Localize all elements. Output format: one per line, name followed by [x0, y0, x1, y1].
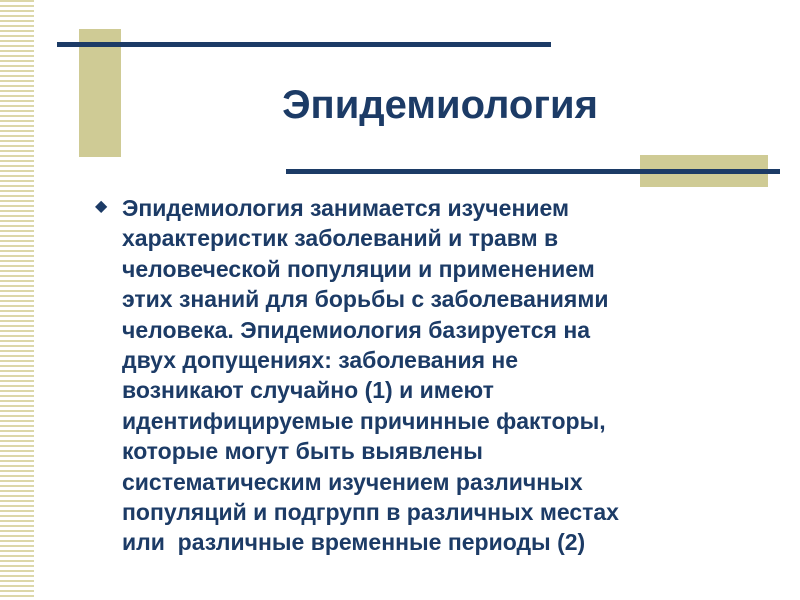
body-line: которые могут быть выявлены — [122, 438, 483, 465]
decorative-line-bottom — [286, 169, 780, 174]
body-line: популяций и подгрупп в различных местах — [122, 499, 619, 526]
body-line: Эпидемиология занимается изучением — [122, 195, 569, 221]
left-stripe-pattern — [0, 0, 34, 600]
diamond-bullet-icon: ◆ — [95, 198, 108, 215]
body-line: возникают случайно (1) и имеют — [122, 377, 494, 404]
body-line: систематическим изучением различных — [122, 468, 583, 495]
slide-title: Эпидемиология — [282, 83, 598, 127]
body-line: двух допущениях: заболевания не — [122, 347, 519, 374]
body-line: характеристик заболеваний и травм в — [122, 225, 559, 252]
decorative-block-left — [79, 29, 121, 157]
slide-body — [95, 193, 785, 583]
body-line: или различные временные периоды (2) — [122, 529, 586, 556]
decorative-line-top — [57, 42, 551, 47]
body-line: идентифицируемые причинные факторы, — [122, 407, 606, 434]
body-line: человеческой популяции и применением — [122, 255, 595, 282]
body-line: этих знаний для борьбы с заболеваниями — [122, 286, 609, 313]
body-paragraph — [122, 193, 782, 558]
body-line: человека. Эпидемиология базируется на — [122, 316, 591, 343]
